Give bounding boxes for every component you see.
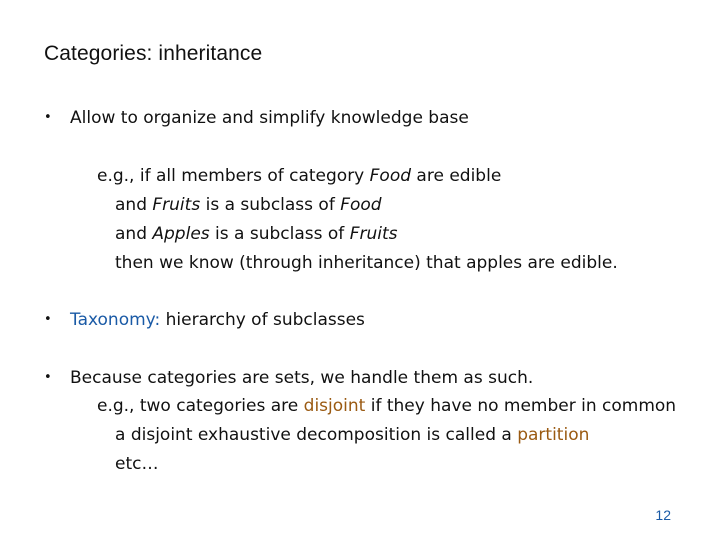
bullet-marker: •	[44, 110, 52, 125]
bullet-3-line-1: Because categories are sets, we handle them as such.	[70, 368, 534, 388]
bullet-3-line-4: etc…	[115, 454, 159, 474]
taxonomy-term: Taxonomy:	[70, 310, 161, 330]
example-line-2-food: Food	[340, 195, 382, 215]
example-line-1-a: e.g., if all members of category	[97, 166, 370, 186]
example-line-2-c: is a subclass of	[200, 195, 341, 215]
bullet-1-text: Allow to organize and simplify knowledge base	[70, 108, 469, 128]
taxonomy-definition: hierarchy of subclasses	[160, 310, 365, 330]
disjoint-term: disjoint	[303, 396, 366, 416]
example-line-2	[115, 194, 382, 216]
bullet-2-text	[70, 309, 365, 331]
example-line-1-food: Food	[369, 166, 412, 186]
bullet-3-line-3-a: a disjoint exhaustive decomposition is called a	[115, 425, 518, 445]
bullet-marker: •	[44, 370, 52, 385]
example-line-4: then we know (through inheritance) that apples are edible.	[115, 253, 618, 273]
bullet-3-line-2-c: if they have no member in common	[365, 396, 677, 416]
example-line-2-fruits: Fruits	[152, 195, 201, 215]
example-line-3-c: is a subclass of	[209, 224, 350, 244]
example-line-3	[115, 223, 397, 245]
bullet-3-line-2	[97, 395, 676, 417]
example-line-1	[97, 165, 501, 187]
partition-term: partition	[517, 425, 590, 445]
example-line-3-fruits: Fruits	[349, 224, 398, 244]
bullet-3-line-3	[115, 424, 589, 446]
page-number: 12	[655, 507, 671, 523]
example-line-2-a: and	[115, 195, 153, 215]
example-line-3-apples: Apples	[152, 224, 210, 244]
slide-title: Categories: inheritance	[44, 42, 263, 65]
example-line-3-a: and	[115, 224, 153, 244]
bullet-3-line-2-a: e.g., two categories are	[97, 396, 304, 416]
bullet-marker: •	[44, 312, 52, 327]
example-line-1-c: are edible	[411, 166, 502, 186]
